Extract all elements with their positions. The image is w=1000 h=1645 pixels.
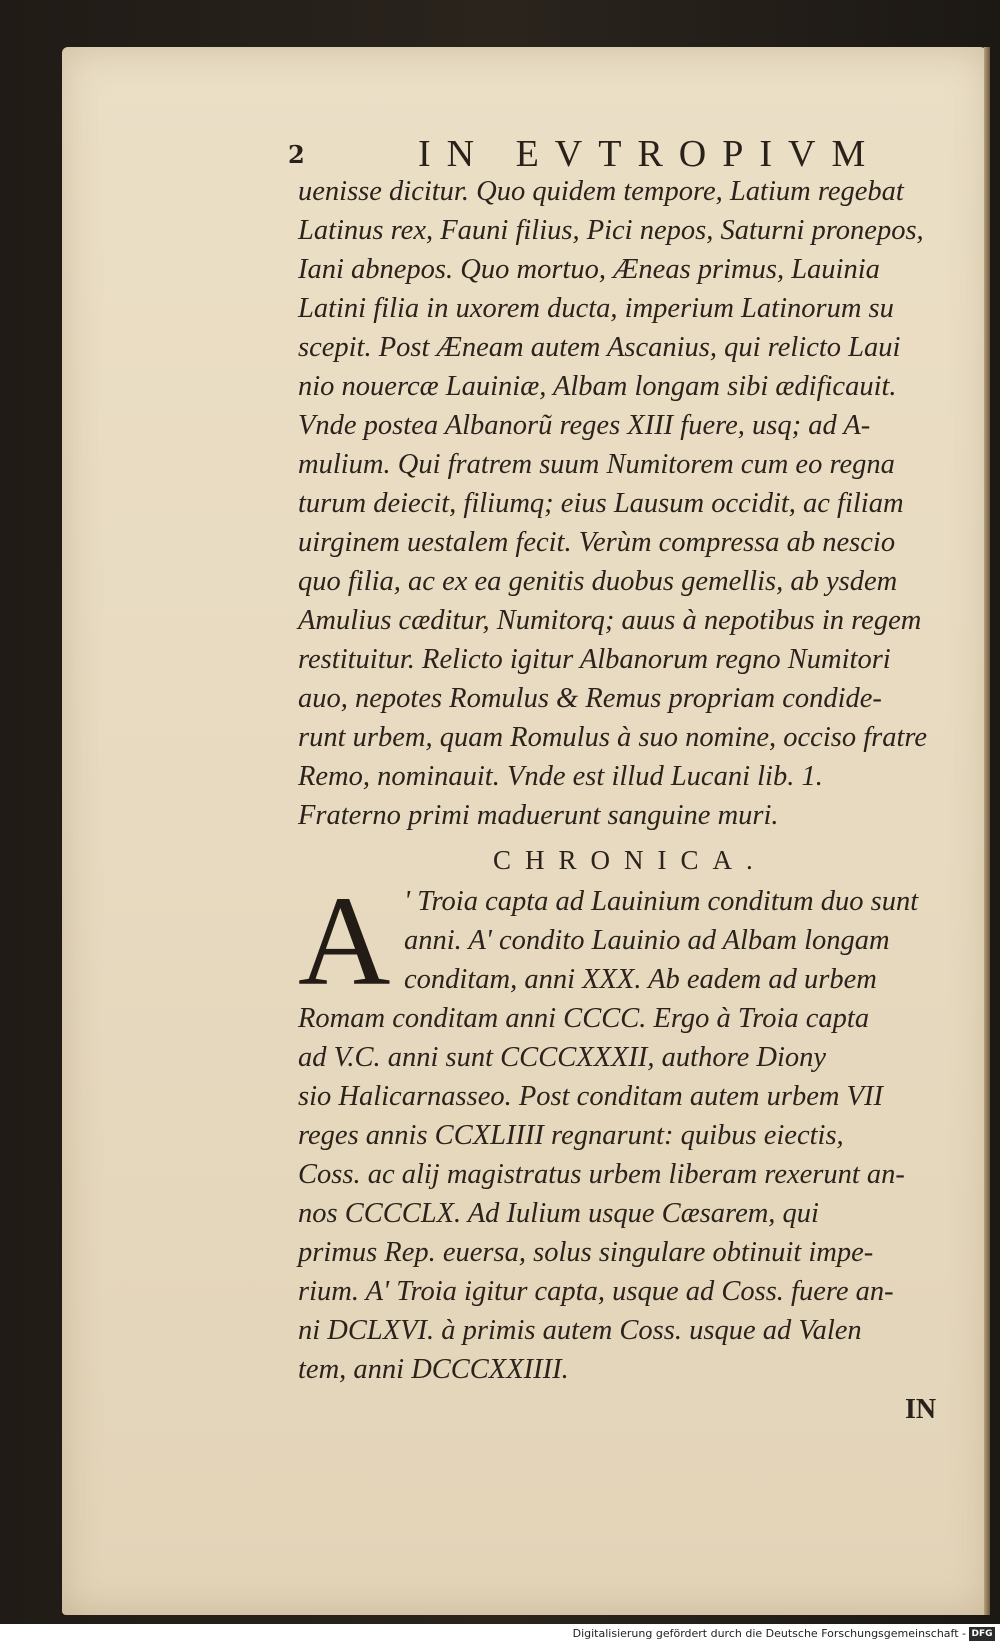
text-line: ad V.C. anni sunt CCCCXXXII, authore Diony (298, 1042, 827, 1073)
funding-notice: Digitalisierung gefördert durch die Deutsche Forschungsgemeinschaft - (572, 1627, 966, 1640)
text-line: Coss. ac alij magistratus urbem liberam rexerunt an- (298, 1159, 905, 1190)
text-line: nio nouercæ Lauiniæ, Albam longam sibi ædificauit. (298, 371, 897, 402)
text-line: Latini filia in uxorem ducta, imperium Latinorum su (298, 293, 894, 324)
dfg-logo: DFG (969, 1627, 995, 1641)
text-line: ni DCLXVI. à primis autem Coss. usque ad Valen (298, 1315, 862, 1346)
text-line: uenisse dicitur. Quo quidem tempore, Latium regebat (298, 176, 904, 207)
page-edge (984, 47, 990, 1615)
text-line: turum deiecit, filiumq; eius Lausum occidit, ac filiam (298, 488, 904, 519)
catchword: IN (905, 1394, 937, 1425)
text-line: Amulius cæditur, Numitorq; auus à nepotibus in regem (298, 605, 922, 636)
text-line: reges annis CCXLIIII regnarunt: quibus eiectis, (298, 1120, 844, 1151)
text-line: restituitur. Relicto igitur Albanorum regno Numitori (298, 644, 891, 675)
text-line: anni. A' condito Lauinio ad Albam longam (404, 925, 890, 956)
text-line: ' Troia capta ad Lauinium conditum duo sunt (404, 886, 919, 917)
text-line: nos CCCCLX. Ad Iulium usque Cæsarem, qui (298, 1198, 819, 1229)
section-title: CHRONICA. (493, 845, 767, 875)
text-line: runt urbem, quam Romulus à suo nomine, occiso fratre (298, 722, 928, 753)
text-line: Iani abnepos. Quo mortuo, Æneas primus, Lauinia (298, 254, 880, 285)
running-head: IN EVTROPIVM (418, 133, 882, 175)
text-line: quo filia, ac ex ea genitis duobus gemellis, ab ysdem (298, 566, 898, 597)
drop-cap: A (298, 870, 391, 1012)
text-line: scepit. Post Æneam autem Ascanius, qui relicto Laui (298, 332, 901, 363)
text-line: mulium. Qui fratrem suum Numitorem cum eo regna (298, 449, 895, 480)
chronica-section (298, 870, 958, 1389)
text-line: Romam conditam anni CCCC. Ergo à Troia capta (298, 1003, 870, 1034)
text-line: Fraterno primi maduerunt sanguine muri. (298, 800, 779, 831)
text-line: conditam, anni XXX. Ab eadem ad urbem (404, 964, 877, 995)
text-line: rium. A' Troia igitur capta, usque ad Coss. fuere an- (298, 1276, 894, 1307)
text-line: tem, anni DCCCXXIIII. (298, 1354, 569, 1385)
text-line: sio Halicarnasseo. Post conditam autem urbem VII (298, 1081, 883, 1112)
body-text (298, 172, 958, 835)
folio-number: 2 (288, 140, 305, 169)
text-line: Latinus rex, Fauni filius, Pici nepos, Saturni pronepos, (298, 215, 924, 246)
text-line: auo, nepotes Romulus & Remus propriam condide- (298, 683, 882, 714)
text-line: Remo, nominauit. Vnde est illud Lucani lib. 1. (298, 761, 823, 792)
text-line: Vnde postea Albanorũ reges XIII fuere, usq; ad A- (298, 410, 871, 441)
footer-bar (0, 1624, 1000, 1645)
text-line: primus Rep. euersa, solus singulare obtinuit impe- (298, 1237, 874, 1268)
text-line: uirginem uestalem fecit. Verùm compressa ab nescio (298, 527, 896, 558)
